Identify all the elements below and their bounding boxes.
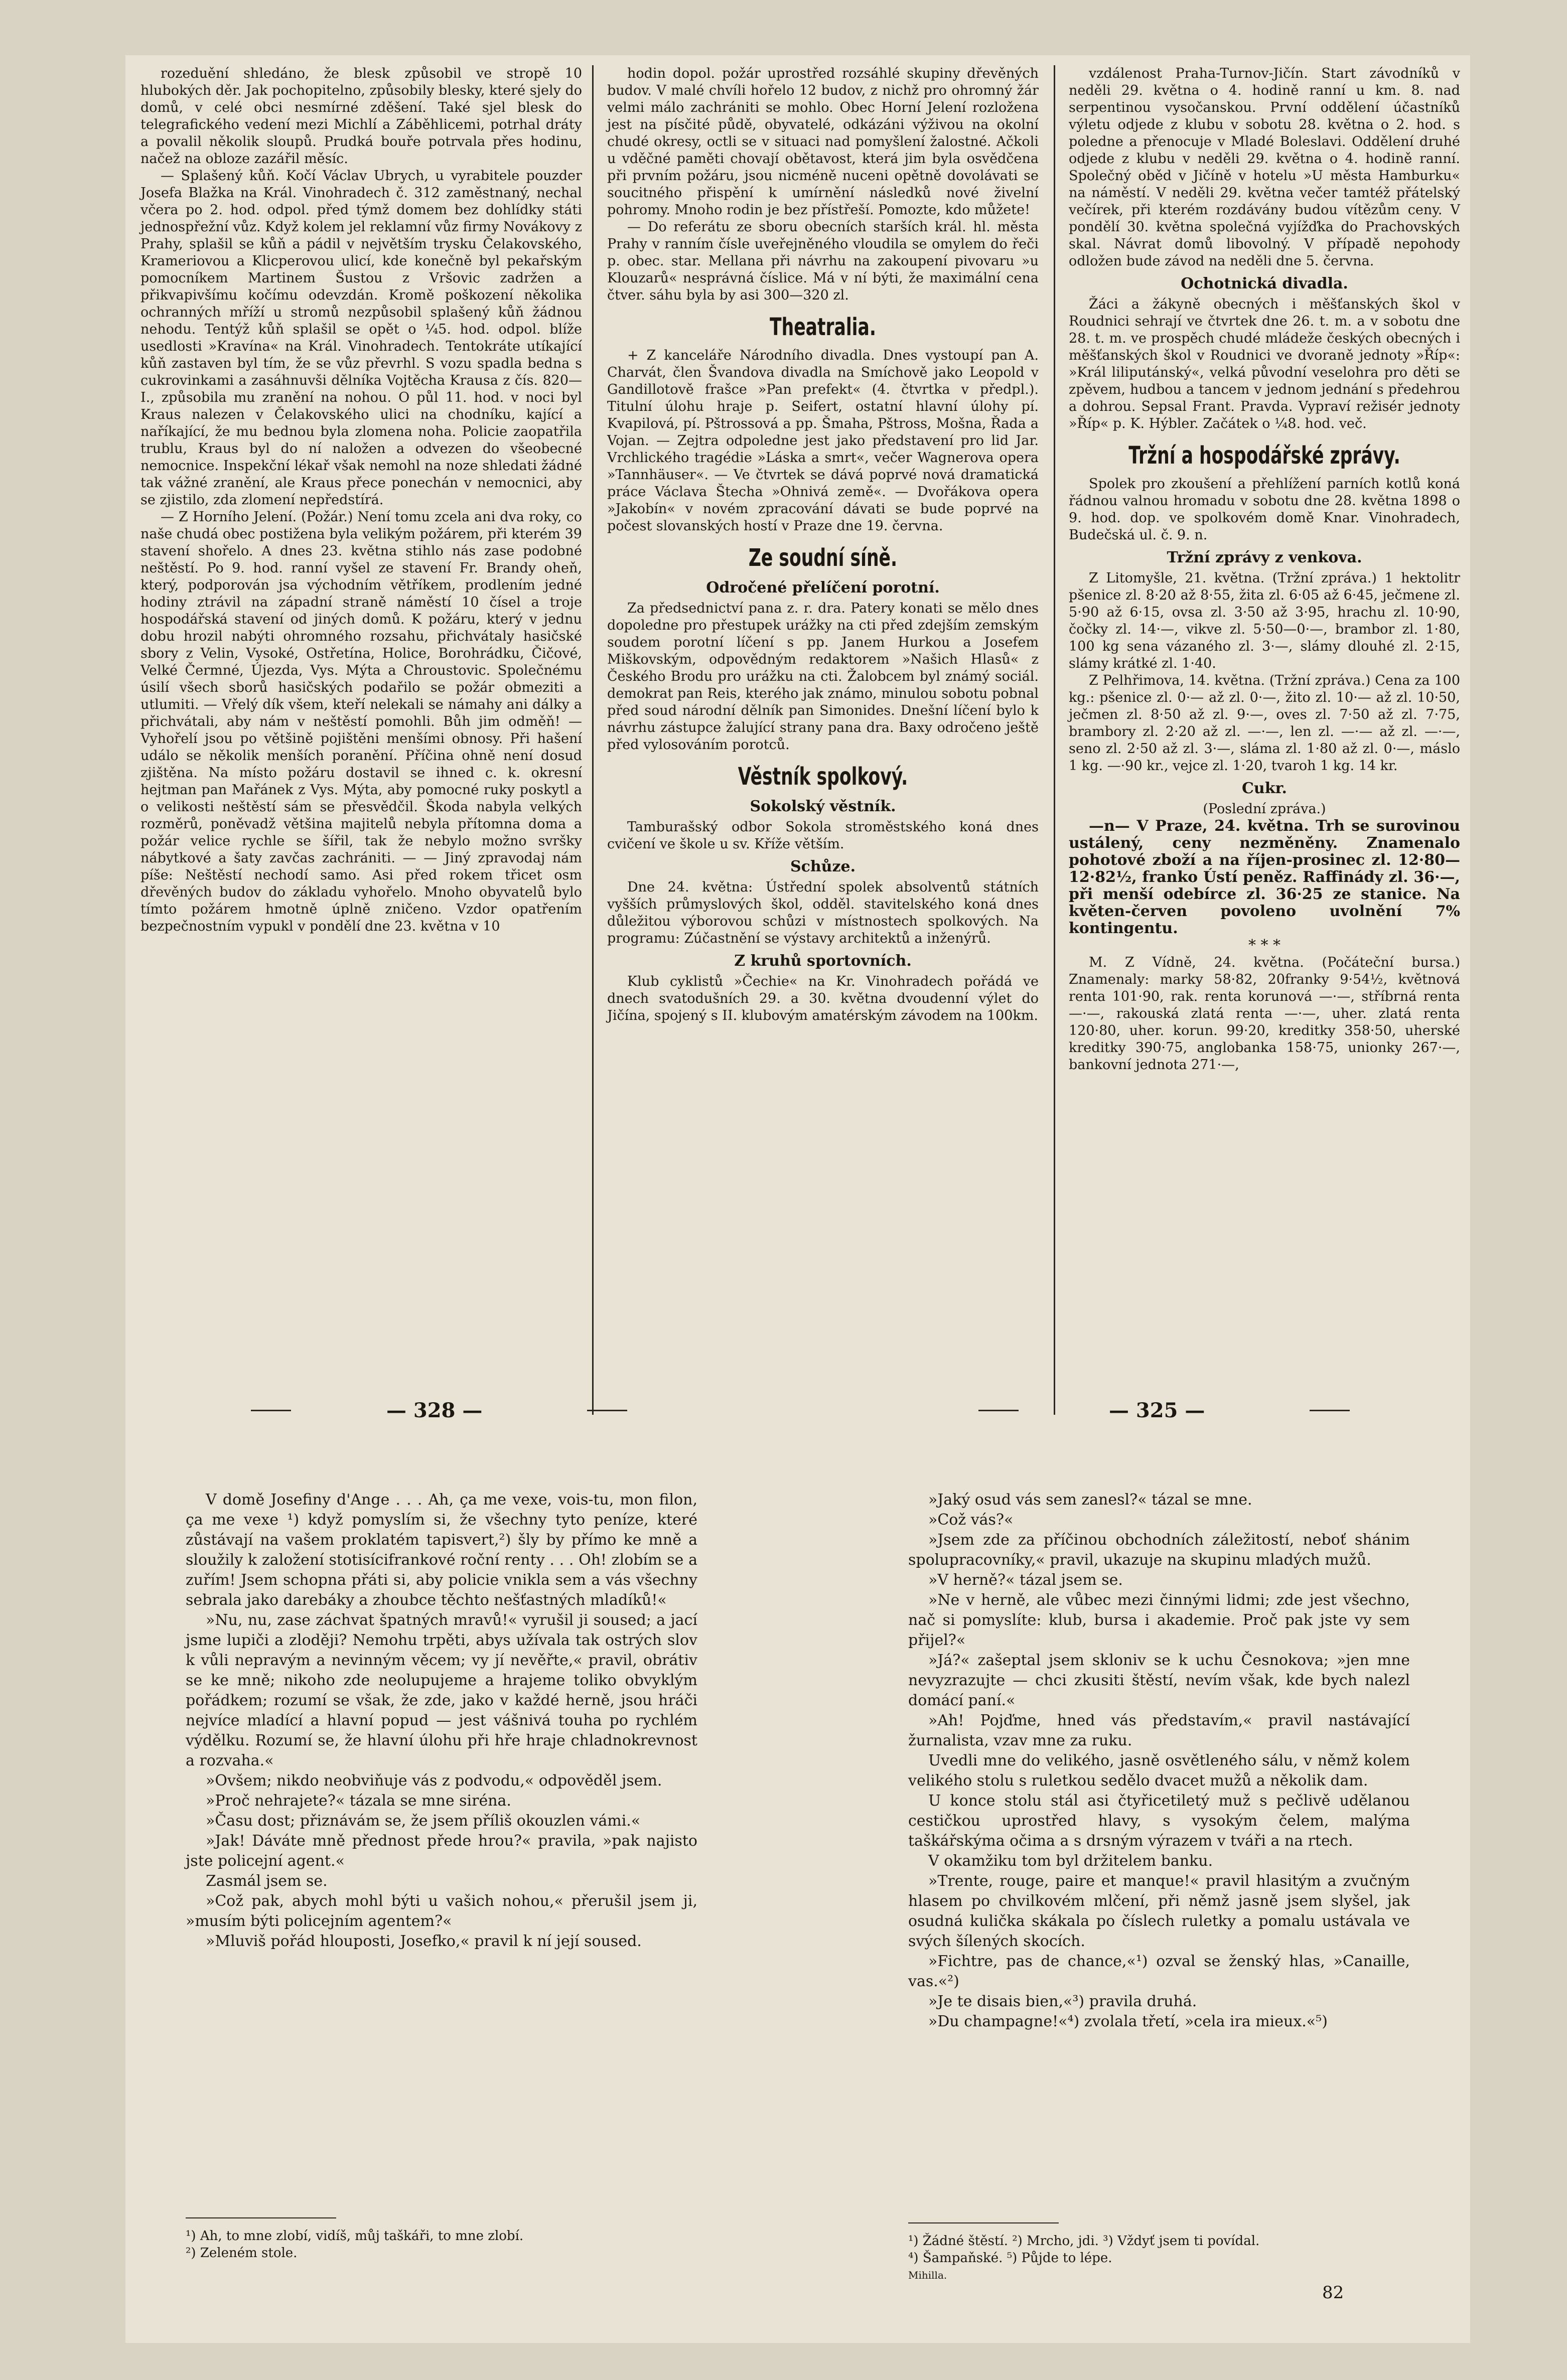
article-paragraph: — Do referátu ze sboru obecních starších král. hl. města Prahy v ranním čísle uveřejněného vloudila se omylem do řeči p. obec. star. Mellana při návrhu na zakoupení pivovaru »u Klouzarů« nesprávná číslice. Má v ní býti, že maximální cena čtver. sáhu byla by asi 300—320 zl. — [607, 219, 1039, 303]
serial-paragraph: »Mluviš pořád hlouposti, Josefko,« pravil k ní její soused. — [206, 1932, 642, 1950]
footnote: ¹) Žádné štěstí. ²) Mrcho, jdi. ³) Vždyť jsem ti povídal. — [908, 2234, 1260, 2249]
page-rule — [587, 1410, 627, 1411]
article-paragraph: Z Pelhřimova, 14. května. (Tržní zpráva.) Cena za 100 kg.: pšenice zl. 0·— až zl. 0·—, žito zl. 10·— až zl. 10·50, ječmen zl. 8·50 až zl. 9·—, oves zl. 7·50 až zl. 7·75, brambory zl. 2·20 až zl. —·—, len zl. —·— až zl. —·—, seno zl. 2·50 až zl. 3·—, sláma zl. 1·80 až zl. 0·—, máslo 1 kg. —·90 kr., vejce zl. 1·20, tvaroh 1 kg. 14 kr. — [1069, 673, 1460, 774]
article-paragraph: — Splašený kůň. Kočí Václav Ubrych, u vyrabitele pouzder Josefa Blažka na Král. Vinohradech č. 312 zaměstnaný, nechal včera po 2. hod. odpol. před týmž domem bez dohlídky státi jednospřežní vůz. Když kolem jel reklamní vůz firmy Novákovy z Prahy, splašil se kůň a pádil v největším trysku Čelakovského, Krameriovou a Klicperovou ulicí, kde konečně byl pekařským pomocníkem Martinem Šustou z Vršovic zadržen a přikvapivšímu kočímu odevzdán. Kromě poškození několika ochranných mříží u stromů nezpůsobil splašený kůň žádnou nehodu. Tentýž kůň splašil se opět o ¼5. hod. odpol. blíže usedlosti »Kravína« na Král. Vinohradech. Tentokráte utíkající kůň zastaven byl tím, že se vůz převrhl. S vozu spadla bedna s cukrovinkami a zasáhnuvši dělníka Vojtěcha Krausa z čís. 820—I., způsobila mu zranění na nohou. O půl 11. hod. v noci byl Kraus nalezen v Čelakovského ulici na chodníku, kající a naříkající, že mu bednou byla zlomena noha. Policie zaopatřila trublu, Kraus byl do ní naložen a odvezen do všeobecné nemocnice. Inspekční lékař však nemohl na noze shledati žádné tak vážné zranění, ale Kraus přece ponechán v nemocnici, aby se zjistilo, zda zlomení nepředstírá. — [140, 168, 582, 508]
subheading-sokol: Sokolský věstník. — [750, 798, 896, 815]
serial-paragraph: »Což vás?« — [928, 1511, 1014, 1529]
serial-paragraph: »Trente, rouge, paire et manque!« pravil hlasitým a zvučným hlasem po chvilkovém mlčení, při němž jasně jsem slyšel, jak osudná kulička skákala po číslech ruletky a pomalu ustávala ve svých šílených skocích. — [908, 1872, 1410, 1950]
serial-paragraph: »Jaký osud vás sem zanesl?« tázal se mne. — [928, 1491, 1252, 1509]
serial-paragraph: »Jsem zde za příčinou obchodních záležitostí, neboť shánim spolupracovníky,« pravil, ukazuje na skupinu mladých mužů. — [908, 1531, 1410, 1569]
serial-paragraph: »Ovšem; nikdo neobviňuje vás z podvodu,« odpověděl jsem. — [206, 1772, 662, 1790]
section-heading-market: Tržní a hospodářské zprávy. — [1128, 441, 1400, 470]
sheet-number: 82 — [1322, 2283, 1344, 2303]
page-number-left: — 328 — — [386, 1399, 483, 1422]
article-paragraph: Tamburašský odbor Sokola stroměstského koná dnes cvičení ve škole u sv. Kříže větším. — [607, 819, 1039, 852]
section-heading-clubs: Věstník spolkový. — [738, 763, 908, 791]
footnote: ¹) Ah, to mne zlobí, vidíš, můj taškáři, to mne zlobí. — [186, 2228, 524, 2244]
serial-paragraph: »Jak! Dáváte mně přednost přede hrou?« pravila, »pak najisto jste policejní agent.« — [186, 1832, 697, 1870]
serial-paragraph: »Fichtre, pas de chance,«¹) ozval se ženský hlas, »Canaille, vas.«²) — [908, 1953, 1410, 1990]
page-rule — [978, 1410, 1019, 1411]
column-divider — [1054, 65, 1055, 1415]
article-paragraph: Z Litomyšle, 21. května. (Tržní zpráva.) 1 hektolitr pšenice zl. 8·20 až 8·55, žita zl. 6·05 až 6·45, ječmene zl. 5·90 až 6·15, ovsa zl. 3·50 až 3·95, hrachu zl. 10·90, čočky zl. 14·—, vikve zl. 5·50—0·—, brambor zl. 1·80, 100 kg sena vázaného zl. 3·—, slámy dlouhé zl. 2·15, slámy krátké zl. 1·40. — [1069, 570, 1460, 671]
subheading-sugar-note: (Poslední zpráva.) — [1203, 801, 1326, 817]
serial-paragraph: »Nu, nu, zase záchvat špatných mravů!« vyrušil ji soused; a jací jsme lupiči a zloději? Nemohu trpěti, abys užívala tak ostrých slov k vůli nepravým a nevinným věcem; vy jí nevěřte,« pravil, obrátiv se ke mně; nikoho zde neolupujeme a hrajeme toliko obvyklým pořádkem; rozumí se však, že zde, jako v každé herně, jsou hráči nejvíce mladící a hlavní popud — jest vášnivá touha po rychlém výdělku. Rozumí se, že hlavní úlohu při hře hraje chladnokrevnost a rozvaha.« — [186, 1611, 697, 1769]
serial-text-left — [186, 1490, 697, 1952]
column-2 — [607, 65, 1039, 1024]
article-paragraph: Klub cyklistů »Čechie« na Kr. Vinohradech pořádá ve dnech svatodušních 29. a 30. května dvoudenní výlet do Jičína, spojený s II. klubovým amatérským závodem na 100km. — [607, 974, 1039, 1023]
article-paragraph: rozeduění shledáno, že blesk způsobil ve stropě 10 hlubokých děr. Jak pochopitelno, způsobily blesky, které sjely do domů, v celé obci nesmírné zděšení. Také sjel blesk do telegrafického vedení mezi Michlí a Záběhlicemi, potrhal dráty a povalil několik sloupů. Prudká bouře potrvala přes hodinu, načež na obloze zazářil měsíc. — [140, 66, 582, 167]
serial-paragraph: »Je te disais bien,«³) pravila druhá. — [928, 1993, 1197, 2010]
subheading-meetings: Schůze. — [790, 858, 856, 875]
article-paragraph: — Z Horního Jelení. (Požár.) Není tomu zcela ani dva roky, co naše chudá obec postižena byla velikým požárem, při kterém 39 stavení shořelo. A dnes 23. května stihlo nás zase podobné neštěstí. Po 9. hod. ranní vyšel ze stavení Fr. Brandy oheň, který, podporován jsa východním větříkem, prodlením jedné hodiny ztrávil na západní straně náměstí 10 čísel a troje hospodářská stavení od jiných domů. K požáru, který v jednu dobu hrozil nabýti ohromného rozsahu, přichvátaly hasičské sbory z Velin, Vysoké, Ostřetína, Holice, Borohrádku, Čičové, Velké Čermné, Újezda, Vys. Mýta a Chroustovic. Společnému úsilí všech sborů hasičských podařilo se požár obmeziti a utlumiti. — Vřelý dík všem, kteří nelekali se námahy ani dálky a přichvátali, aby nám v neštěstí pomohli. Bůh jim odměň! — Vyhořelí jsou po většině pojištěni menšími obnosy. Při hašení událo se několik menších poranění. Příčina ohně není dosud zjištěna. Na místo požáru dostavil se ihned c. k. okresní hejtman pan Mařánek z Vys. Mýta, aby pomocné ruky poskytl a o velikosti neštěstí sám se přesvědčil. Škoda nabyla velkých rozměrů, poněvadž většina majitelů nebyla přítomna doma a požár velice rychle se šířil, tak že nebylo možno svršky nábytkové a šaty zavčas zachrániti. — — Jiný zpravodaj nám píše: Neštěstí nechodí samo. Asi před rokem třicet osm dřevěných budov do základu vyhořelo. Mnoho obyvatelů bylo tímto požárem hmotně úplně zničeno. Vzdor opatřením bezpečnostním vypukl v pondělí dne 23. května v 10 — [140, 509, 582, 934]
serial-paragraph: U konce stolu stál asi čtyřicetiletý muž s pečlivě udělanou cestičkou uprostřed hlavy, s vysokým čelem, malýma taškářskýma očima a s drsným výrazem v tváři a na rtech. — [908, 1792, 1410, 1850]
subheading-country-market: Tržní zprávy z venkova. — [1167, 549, 1362, 566]
article-paragraph: M. Z Vídně, 24. května. (Počáteční bursa.) Znamenaly: marky 58·82, 20franky 9·54½, květnová renta 101·90, rak. renta korunová —·—, stříbrná renta —·—, rakouská zlatá renta —·—, uher. zlatá renta 120·80, uher. korun. 99·20, kreditky 358·50, uherské kreditky 390·75, anglobanka 158·75, unionky 267·—, bankovní jednota 271·—, — [1069, 955, 1460, 1073]
article-paragraph: Žáci a žákyně obecných i měšťanských škol v Roudnici sehrají ve čtvrtek dne 26. t. m. a v sobotu dne 28. t. m. ve prospěch chudé mládeže českých obecných i měšťanských škol v Roudnici ve dvoraně jednoty »Říp«: »Král liliputánský«, velká původní veselohra pro děti se zpěvem, hudbou a tancem v jednom jednání s předehrou a dohrou. Sepsal Frant. Pravda. Vypraví režisér jednoty »Říp« p. K. Hýbler. Začátek o ¼8. hod. več. — [1069, 296, 1460, 431]
article-paragraph: Spolek pro zkoušení a přehlížení parních kotlů koná řádnou valnou hromadu v sobotu dne 28. května 1898 o 9. hod. dop. ve spolkovém domě Knar. Vinohradech, Budečská ul. č. 9. n. — [1069, 476, 1460, 543]
footnote-rule — [186, 2217, 336, 2218]
serial-paragraph: »Du champagne!«⁴) zvolala třetí, »cela ira mieux.«⁵) — [928, 2013, 1328, 2030]
serial-paragraph: »Což pak, abych mohl býti u vašich nohou,« přerušil jsem ji, »musím býti policejním agentem?« — [186, 1892, 697, 1930]
subheading-sugar: Cukr. — [1242, 780, 1287, 797]
article-paragraph: vzdálenost Praha-Turnov-Jičín. Start závodníků v neděli 29. května o 4. hodině ranní u km. 8. nad serpentinou vysočanskou. První oddělení účastníků výletu odjede z klubu v sobotu 28. května o 2. hod. s poledne a přenocuje v Mladé Boleslavi. Oddělení druhé odjede z klubu v neděli 29. května o 4. hodině ranní. Společný oběd v Jičíně v hotelu »U města Hamburku« na náměstí. V neděli 29. května večer tamtéž přátelský večírek, při kterém rozdávány budou vítězům ceny. V pondělí 30. května společná vyjížďka do Prachovských skal. Návrat domů libovolný. V případě nepohody odložen bude závod na neděli dne 5. června. — [1069, 66, 1460, 269]
serial-paragraph: »Já?« zašeptal jsem skloniv se k uchu Česnokova; »jen mne nevyzrazujte — chci zkusiti štěstí, nevím však, kde bych nalezl domácí paní.« — [908, 1652, 1410, 1709]
article-paragraph: —n— V Praze, 24. května. Trh se surovinou ustálený, ceny nezměněny. Znamenalo pohotové zboží a na říjen-prosinec zl. 12·80—12·82½, franko Ústí peněz. Raffinády zl. 36·—, při menší odebírce zl. 36·25 ze stanice. Na květen-červen povoleno uvolnění 7% kontingentu. — [1069, 817, 1460, 937]
footnotes-left — [186, 2227, 697, 2262]
section-heading-court: Ze soudní síně. — [748, 544, 898, 572]
page-number-right: — 325 — — [1109, 1399, 1205, 1422]
subheading-amateur-theatre: Ochotnická divadla. — [1181, 275, 1348, 292]
column-divider — [592, 65, 594, 1415]
footnotes-right — [908, 2233, 1410, 2284]
serial-paragraph: V domě Josefiny d'Ange . . . Ah, ça me vexe, vois-tu, mon filon, ça me vexe ¹) když pomyslím si, že všechny tyto peníze, které zůstávají na vašem proklatém tapisvert,²) šly by přímo ke mně a sloužily k založení stotisícifrankové roční renty . . . Oh! zlobím se a zuřím! Jsem schopna přáti si, aby policie vnikla sem a vás všechny sebrala jako darebáky a zhoubce těchto nešťastných mladíků!« — [186, 1491, 697, 1609]
footnote-rule — [908, 2222, 1059, 2223]
serial-paragraph: »Proč nehrajete?« tázala se mne siréna. — [206, 1792, 511, 1810]
page-rule — [251, 1410, 291, 1411]
serial-paragraph: Zasmál jsem se. — [206, 1872, 328, 1890]
subheading-sport: Z kruhů sportovních. — [734, 952, 912, 970]
serial-paragraph: »Ne v herně, ale vůbec mezi činnými lidmi; zde jest všechno, nač si pomyslíte: klub, bursa i akademie. Proč pak jste vy sem přijel?« — [908, 1591, 1410, 1649]
column-1 — [140, 65, 582, 935]
serial-paragraph: »V herně?« tázal jsem se. — [928, 1571, 1123, 1589]
article-paragraph: hodin dopol. požár uprostřed rozsáhlé skupiny dřevěných budov. V malé chvíli hořelo 12 budov, z nichž pro ohromný žár velmi málo zachrániti se mohlo. Obec Horní Jelení rozložena jest na písčité půdě, obyvatelé, odkázáni výživou na okolní chudé okresy, octli se v situaci nad pomyšlení žalostné. Ačkoli u vděčné paměti chovají obětavost, která jim byla osvědčena při prvním požáru, jsou nicméně nuceni opětně dovolávati se soucitného přispění k umírnění následků nové živelní pohromy. Mnoho rodin je bez přístřeší. Pomozte, kdo můžete! — [607, 66, 1039, 218]
newspaper-page — [125, 55, 1470, 2343]
serial-paragraph: »Času dost; přiznávám se, že jsem příliš okouzlen vámi.« — [206, 1812, 641, 1830]
serial-paragraph: Uvedli mne do velikého, jasně osvětleného sálu, v němž kolem velikého stolu s ruletkou sedělo dvacet mužů a několik dam. — [908, 1752, 1410, 1790]
separator-stars: * * * — [1248, 937, 1281, 954]
serial-text-right — [908, 1490, 1410, 2032]
article-paragraph: Dne 24. května: Ústřední spolek absolventů státních vyšších průmyslových škol, odděl. stavitelského koná dnes důležitou výborovou schůzi v místnostech spolkových. Na programu: Zúčastnění se výstavy architektů a inženýrů. — [607, 879, 1039, 946]
printer-mark: Mihilla. — [908, 2269, 947, 2281]
page-rule — [1310, 1410, 1350, 1411]
subheading-jury: Odročené přelíčení porotní. — [706, 579, 940, 597]
section-heading-theatralia: Theatralia. — [770, 313, 876, 341]
column-3 — [1069, 65, 1460, 1074]
footnote: ²) Zeleném stole. — [186, 2246, 298, 2261]
footnote: ⁴) Šampaňské. ⁵) Půjde to lépe. — [908, 2251, 1112, 2266]
article-paragraph: + Z kanceláře Národního divadla. Dnes vystoupí pan A. Charvát, člen Švandova divadla na Smíchově jako Leopold v Gandillotově frašce »Pan prefekt« (4. čtvrtka v předpl.). Titulní úlohu hraje p. Seifert, ostatní hlavní úlohy pí. Kvapilová, pí. Pštrossová a pp. Šmaha, Pštross, Mošna, Řada a Vojan. — Zejtra odpoledne jest jako představení pro lid Jar. Vrchlického tragédie »Láska a smrt«, večer Wagnerova opera »Tannhäuser«. — Ve čtvrtek se dává poprvé nová dramatická práce Václava Štecha »Ohnivá země«. — Dvořákova opera »Jakobín« v novém zpracování dávati se bude poprvé na počest slovanských hostí v Praze dne 19. června. — [607, 348, 1039, 534]
article-paragraph: Za předsednictví pana z. r. dra. Patery konati se mělo dnes dopoledne pro přestupek urážky na cti před zdejším zemským soudem porotní líčení s pp. Janem Hurkou a Josefem Miškovským, odpovědným redaktorem »Našich Hlasů« z Českého Brodu pro urážku na cti. Žalobcem byl známý sociál. demokrat pan Reis, kterého jak známo, minulou sobotu pobnal před soud národní dělník pan Simonides. Dnešní líčení bylo k návrhu zástupce žalující strany pana dra. Baxy odročeno ještě před vylosováním porotců. — [607, 601, 1039, 753]
serial-paragraph: »Ah! Pojďme, hned vás představím,« pravil nastávající žurnalista, vzav mne za ruku. — [908, 1712, 1410, 1749]
serial-paragraph: V okamžiku tom byl držitelem banku. — [928, 1852, 1213, 1870]
